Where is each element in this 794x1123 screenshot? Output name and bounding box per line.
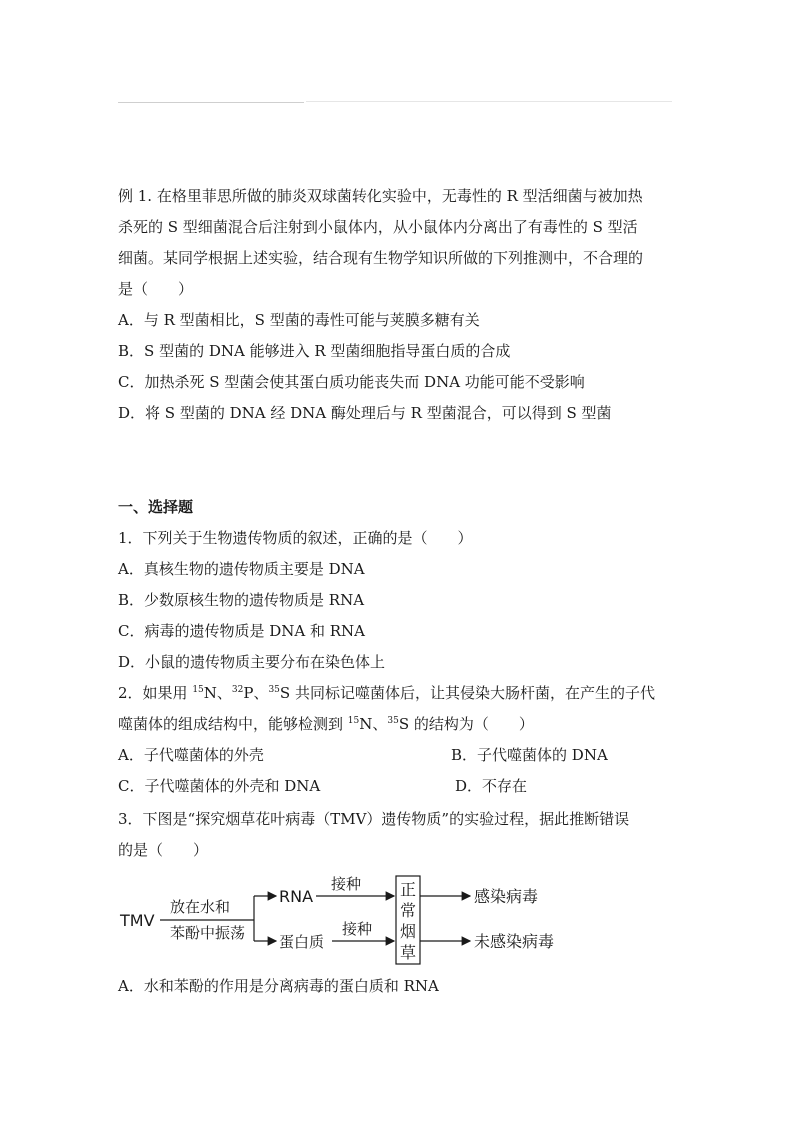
example-line-4: 是（ ） [118,280,194,298]
q2-text: 2．如果用 [118,684,193,702]
q1-option-b: B．少数原核生物的遗传物质是 RNA [118,591,365,609]
header-rule-right [306,101,672,102]
q2-option-d: D．不存在 [455,777,528,795]
q2-option-c: C．子代噬菌体的外壳和 DNA [118,777,321,795]
diagram-treatment-line-1: 放在水和 [170,898,231,916]
q2-superscript: 15 [347,716,360,726]
example-line-2: 杀死的 S 型细菌混合后注射到小鼠体内，从小鼠体内分离出了有毒性的 S 型活 [118,218,638,236]
q2-superscript: 15 [192,685,204,695]
header-rule-left [118,102,304,103]
diagram-product-bottom: 蛋白质 [279,933,325,951]
q2-text: 噬菌体的组成结构中，能够检测到 [118,715,348,733]
example-option-c: C．加热杀死 S 型菌会使其蛋白质功能丧失而 DNA 功能可能不受影响 [118,373,585,391]
q3-option-a: A．水和苯酚的作用是分离病毒的蛋白质和 RNA [118,977,439,995]
example-option-d: D．将 S 型菌的 DNA 经 DNA 酶处理后与 R 型菌混合，可以得到 S 型菌 [118,404,612,422]
q2-text: N、 [203,684,232,702]
q2-option-a: A．子代噬菌体的外壳 [118,746,264,764]
q2-text: N、 [359,715,388,733]
q2-superscript: 32 [231,685,244,695]
q3-stem-line-1: 3．下图是“探究烟草花叶病毒（TMV）遗传物质”的实验过程，据此推断错误 [118,810,630,828]
diagram-result-bottom: 未感染病毒 [474,932,555,951]
q2-text: S 的结构为（ ） [398,715,534,733]
q2-option-b: B．子代噬菌体的 DNA [451,746,608,764]
tmv-experiment-diagram [116,874,586,966]
example-option-b: B．S 型菌的 DNA 能够进入 R 型菌细胞指导蛋白质的合成 [118,342,511,360]
diagram-treatment-line-2: 苯酚中振荡 [170,924,246,942]
q1-option-d: D．小鼠的遗传物质主要分布在染色体上 [118,653,386,671]
diagram-action-bottom: 接种 [342,920,373,938]
q1-stem: 1．下列关于生物遗传物质的叙述，正确的是（ ） [118,529,473,547]
q2-superscript: 35 [268,685,280,695]
q1-option-c: C．病毒的遗传物质是 DNA 和 RNA [118,622,366,640]
q2-stem-line-2 [118,714,534,734]
example-line-1: 例 1. 在格里菲思所做的肺炎双球菌转化实验中，无毒性的 R 型活细菌与被加热 [118,187,643,205]
q2-stem-line-1 [118,683,655,703]
q3-stem-line-2: 的是（ ） [118,841,209,859]
example-line-3: 细菌。某同学根据上述实验，结合现有生物学知识所做的下列推测中，不合理的 [118,249,644,267]
q2-text: S 共同标记噬菌体后，让其侵染大肠杆菌，在产生的子代 [279,684,655,702]
diagram-box-char: 正 [400,880,417,899]
example-option-a: A．与 R 型菌相比，S 型菌的毒性可能与荚膜多糖有关 [118,311,480,329]
diagram-source-label: TMV [120,911,155,930]
q1-option-a: A．真核生物的遗传物质主要是 DNA [118,560,365,578]
diagram-product-top: RNA [279,887,314,906]
section-title: 一、选择题 [118,498,194,516]
diagram-box-char: 烟 [400,922,417,941]
q2-text: P、 [243,684,269,702]
q2-superscript: 35 [387,716,399,726]
diagram-result-top: 感染病毒 [474,887,539,906]
diagram-action-top: 接种 [331,875,362,893]
diagram-box-char: 草 [400,943,417,962]
diagram-box-char: 常 [400,901,417,920]
